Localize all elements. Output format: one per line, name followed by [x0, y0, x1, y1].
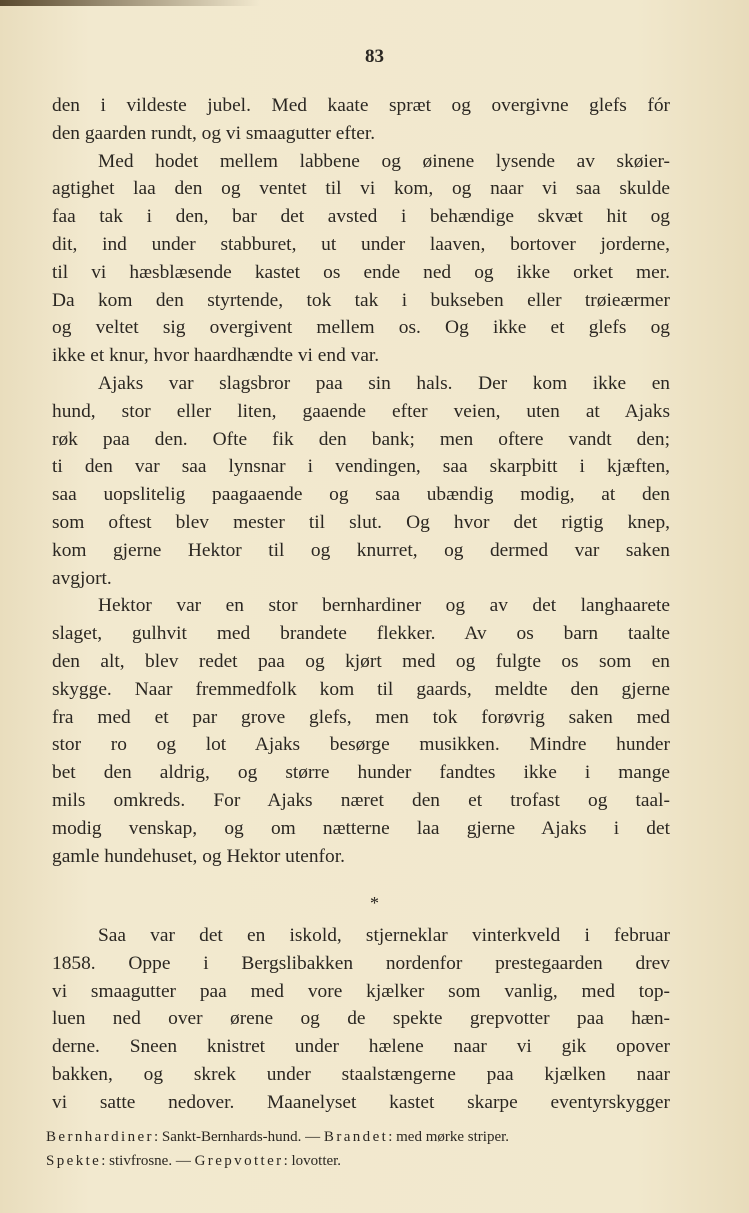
- section-separator-asterisk: *: [370, 893, 379, 913]
- text-line: røk paa den. Ofte fik den bank; men oftere vandt den;: [52, 428, 670, 450]
- text-line: mils omkreds. For Ajaks næret den et trofast og taal-: [52, 789, 670, 811]
- footnote-definition: Sankt-Bernhards-hund.: [161, 1129, 302, 1145]
- text-line: Da kom den styrtende, tok tak i bukseben eller trøieærmer: [52, 289, 670, 311]
- text-line: hund, stor eller liten, gaaende efter veien, uten at Ajaks: [52, 400, 670, 422]
- text-line: ti den var saa lynsnar i vendingen, saa skarpbitt i kjæften,: [52, 456, 670, 478]
- footnote-definition: stivfrosne.: [109, 1153, 173, 1169]
- text-line: dit, ind under stabburet, ut under laaven, bortover jorderne,: [52, 233, 670, 255]
- text-line: ikke et knur, hvor haardhændte vi end var.: [52, 345, 380, 367]
- text-line: Ajaks var slagsbror paa sin hals. Der kom ikke en: [98, 372, 670, 394]
- text-line: luen ned over ørene og de spekte grepvotter paa hæn-: [52, 1008, 670, 1030]
- footnote-definition: med mørke striper.: [396, 1129, 510, 1145]
- text-line: Med hodet mellem labbene og øinene lysende av skøier-: [98, 150, 670, 172]
- main-text-upper: [52, 92, 670, 870]
- footnote-line: Spekte: stivfrosne. — Grepvotter: lovotter.: [46, 1153, 342, 1169]
- footnote-term: Brandet: [323, 1129, 389, 1145]
- text-line: vi satte nedover. Maanelyset kastet skarpe eventyrskygger: [52, 1091, 670, 1113]
- text-line: saa uopslitelig paagaaende og saa ubændig modig, at den: [52, 484, 670, 506]
- text-line: agtighet laa den og ventet til vi kom, og naar vi saa skulde: [52, 178, 670, 200]
- text-line: som oftest blev mester til slut. Og hvor det rigtig knep,: [52, 511, 670, 533]
- footnote-dash: —: [175, 1153, 191, 1169]
- text-line: Hektor var en stor bernhardiner og av det langhaarete: [98, 595, 670, 617]
- footnote-term: Spekte: [46, 1153, 102, 1169]
- footnote-glossary: [46, 1125, 671, 1173]
- footnote-line: Bernhardiner: Sankt-Bernhards-hund. — Brandet: med mørke striper.: [46, 1129, 510, 1145]
- footnote-dash: —: [305, 1129, 321, 1145]
- text-line: stor ro og lot Ajaks besørge musikken. Mindre hunder: [52, 734, 670, 756]
- text-line: og veltet sig overgivent mellem os. Og ikke et glefs og: [52, 317, 670, 339]
- text-line: skygge. Naar fremmedfolk kom til gaards, meldte den gjerne: [52, 678, 670, 700]
- text-line: Saa var det en iskold, stjerneklar vinterkveld i februar: [98, 925, 670, 946]
- text-line: 1858. Oppe i Bergslibakken nordenfor prestegaarden drev: [52, 952, 670, 974]
- scan-edge-shadow: [0, 0, 260, 6]
- text-line: modig venskap, og om nætterne laa gjerne Ajaks i det: [52, 817, 670, 839]
- text-line: den i vildeste jubel. Med kaate spræt og overgivne glefs fór: [52, 95, 670, 116]
- text-line: bakken, og skrek under staalstængerne paa kjælken naar: [52, 1063, 670, 1085]
- text-line: faa tak i den, bar det avsted i behændige skvæt hit og: [52, 206, 670, 228]
- text-line: bet den aldrig, og større hunder fandtes ikke i mange: [52, 762, 670, 784]
- text-line: gamle hundehuset, og Hektor utenfor.: [52, 845, 345, 867]
- footnote-term: Bernhardiner: [46, 1129, 154, 1145]
- footnote-definition: lovotter.: [291, 1153, 342, 1169]
- text-line: slaget, gulhvit med brandete flekker. Av os barn taalte: [52, 623, 670, 645]
- text-line: avgjort.: [52, 567, 112, 589]
- text-line: kom gjerne Hektor til og knurret, og dermed var saken: [52, 539, 670, 561]
- page-number: 83: [365, 46, 384, 67]
- text-line: den alt, blev redet paa og kjørt med og fulgte os som en: [52, 650, 670, 672]
- main-text-lower: [52, 922, 670, 1117]
- text-line: vi smaagutter paa med vore kjælker som vanlig, med top-: [52, 980, 670, 1002]
- text-line: den gaarden rundt, og vi smaagutter efter.: [52, 122, 376, 144]
- footnote-term: Grepvotter: [194, 1153, 284, 1169]
- text-line: fra med et par grove glefs, men tok forøvrig saken med: [52, 706, 670, 728]
- text-line: derne. Sneen knistret under hælene naar vi gik opover: [52, 1036, 670, 1058]
- text-line: til vi hæsblæsende kastet os ende ned og ikke orket mer.: [52, 261, 670, 283]
